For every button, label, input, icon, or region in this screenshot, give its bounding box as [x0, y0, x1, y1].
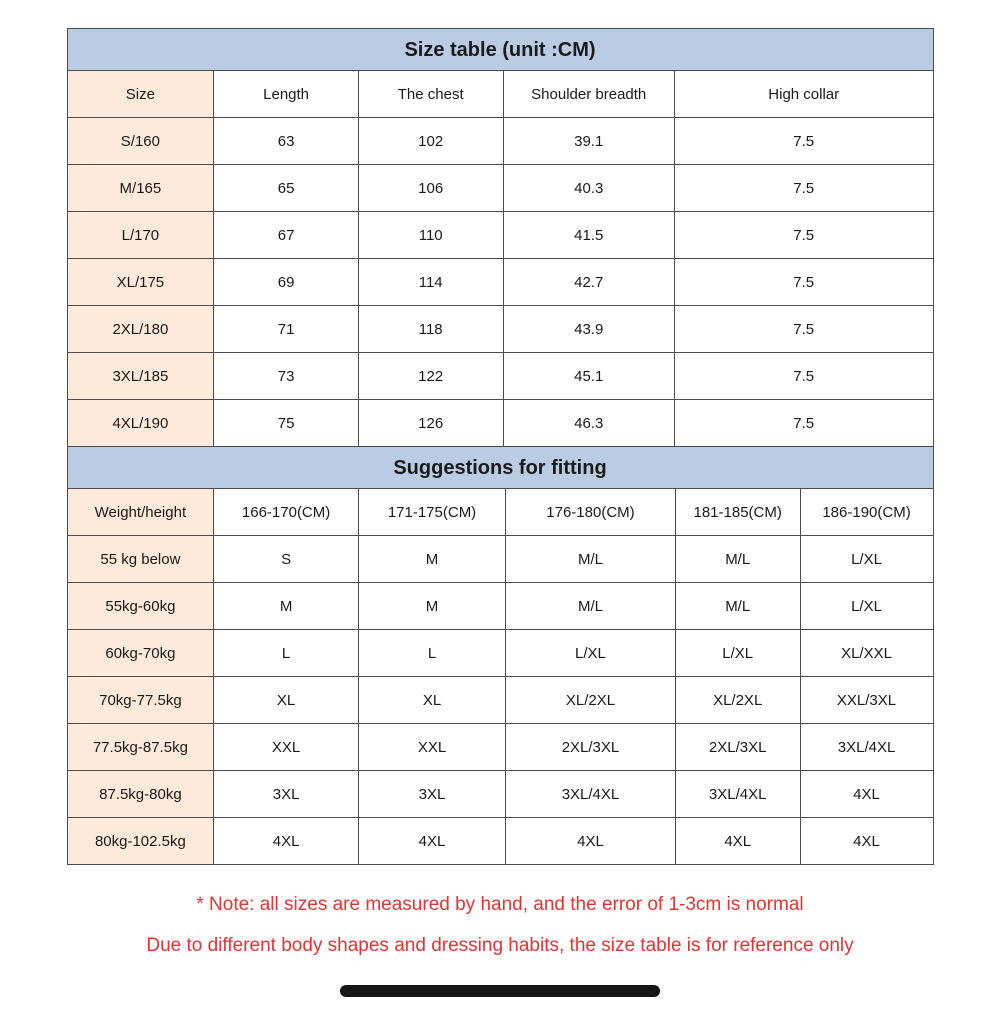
table-cell: 63 [214, 118, 359, 165]
table-row [67, 583, 933, 630]
notes-section [67, 891, 934, 959]
table-cell: 4XL [506, 818, 676, 865]
size-table [67, 70, 934, 447]
column-header: High collar [674, 71, 933, 118]
size-chart-sheet [67, 28, 934, 997]
column-header: 171-175(CM) [358, 489, 505, 536]
table-cell: 4XL [358, 818, 505, 865]
table-row [67, 630, 933, 677]
column-header: 186-190(CM) [800, 489, 933, 536]
table-cell: XL/2XL [506, 677, 676, 724]
table-row [67, 306, 933, 353]
table-cell: 7.5 [674, 165, 933, 212]
table-cell: XXL [214, 724, 359, 771]
table-cell: 75 [214, 400, 359, 447]
table-cell: M [358, 536, 505, 583]
row-label: L/170 [67, 212, 214, 259]
table-cell: 69 [214, 259, 359, 306]
table-cell: 3XL [358, 771, 505, 818]
table-cell: L/XL [675, 630, 800, 677]
table-cell: 3XL [214, 771, 359, 818]
table-row [67, 353, 933, 400]
table-cell: 4XL [214, 818, 359, 865]
column-header: 176-180(CM) [506, 489, 676, 536]
column-header: Weight/height [67, 489, 214, 536]
table-cell: M/L [675, 583, 800, 630]
table-cell: 7.5 [674, 212, 933, 259]
header-row [67, 71, 933, 118]
table-cell: 43.9 [503, 306, 674, 353]
table-cell: 65 [214, 165, 359, 212]
row-label: 77.5kg-87.5kg [67, 724, 214, 771]
table-row [67, 818, 933, 865]
table-cell: 2XL/3XL [506, 724, 676, 771]
table-cell: XL/XXL [800, 630, 933, 677]
table-cell: L/XL [800, 583, 933, 630]
table-cell: XL [358, 677, 505, 724]
table-cell: 7.5 [674, 306, 933, 353]
row-label: 87.5kg-80kg [67, 771, 214, 818]
table-row [67, 400, 933, 447]
table-cell: L/XL [506, 630, 676, 677]
table-row [67, 212, 933, 259]
table-cell: 114 [358, 259, 503, 306]
table-cell: M/L [675, 536, 800, 583]
table-cell: 4XL [675, 818, 800, 865]
size-table-title: Size table (unit :CM) [67, 28, 934, 71]
table-cell: 7.5 [674, 400, 933, 447]
row-label: M/165 [67, 165, 214, 212]
table-cell: 7.5 [674, 118, 933, 165]
table-cell: 4XL [800, 771, 933, 818]
table-cell: 42.7 [503, 259, 674, 306]
column-header: 181-185(CM) [675, 489, 800, 536]
table-cell: M/L [506, 536, 676, 583]
row-label: 2XL/180 [67, 306, 214, 353]
table-cell: 46.3 [503, 400, 674, 447]
row-label: 3XL/185 [67, 353, 214, 400]
table-cell: 2XL/3XL [675, 724, 800, 771]
table-cell: 122 [358, 353, 503, 400]
row-label: 55kg-60kg [67, 583, 214, 630]
table-cell: XXL/3XL [800, 677, 933, 724]
table-cell: S [214, 536, 359, 583]
column-header: Shoulder breadth [503, 71, 674, 118]
table-cell: 40.3 [503, 165, 674, 212]
row-label: 70kg-77.5kg [67, 677, 214, 724]
table-cell: 3XL/4XL [800, 724, 933, 771]
table-cell: XXL [358, 724, 505, 771]
fitting-suggestions-table [67, 488, 934, 865]
table-cell: M [214, 583, 359, 630]
table-cell: 73 [214, 353, 359, 400]
row-label: 4XL/190 [67, 400, 214, 447]
table-row [67, 724, 933, 771]
table-cell: 45.1 [503, 353, 674, 400]
table-cell: 7.5 [674, 353, 933, 400]
table-cell: 7.5 [674, 259, 933, 306]
table-row [67, 259, 933, 306]
table-row [67, 118, 933, 165]
table-cell: 3XL/4XL [675, 771, 800, 818]
table-cell: L/XL [800, 536, 933, 583]
table-row [67, 536, 933, 583]
table-cell: 67 [214, 212, 359, 259]
column-header: Size [67, 71, 214, 118]
row-label: S/160 [67, 118, 214, 165]
table-cell: L [214, 630, 359, 677]
table-row [67, 677, 933, 724]
table-row [67, 771, 933, 818]
header-row [67, 489, 933, 536]
bottom-bar [340, 985, 660, 997]
table-cell: 4XL [800, 818, 933, 865]
table-cell: XL/2XL [675, 677, 800, 724]
column-header: Length [214, 71, 359, 118]
row-label: XL/175 [67, 259, 214, 306]
note-line-1: * Note: all sizes are measured by hand, and the error of 1-3cm is normal [196, 894, 804, 915]
table-cell: M/L [506, 583, 676, 630]
table-cell: 118 [358, 306, 503, 353]
table-cell: 41.5 [503, 212, 674, 259]
row-label: 60kg-70kg [67, 630, 214, 677]
row-label: 55 kg below [67, 536, 214, 583]
table-cell: L [358, 630, 505, 677]
row-label: 80kg-102.5kg [67, 818, 214, 865]
table-cell: M [358, 583, 505, 630]
column-header: The chest [358, 71, 503, 118]
table-row [67, 165, 933, 212]
table-cell: 110 [358, 212, 503, 259]
note-line-2: Due to different body shapes and dressing habits, the size table is for reference only [146, 934, 854, 956]
table-cell: 106 [358, 165, 503, 212]
table-cell: 3XL/4XL [506, 771, 676, 818]
table-cell: 71 [214, 306, 359, 353]
table-cell: 102 [358, 118, 503, 165]
fitting-suggestions-title: Suggestions for fitting [67, 446, 934, 489]
table-cell: 126 [358, 400, 503, 447]
table-cell: 39.1 [503, 118, 674, 165]
table-cell: XL [214, 677, 359, 724]
column-header: 166-170(CM) [214, 489, 359, 536]
